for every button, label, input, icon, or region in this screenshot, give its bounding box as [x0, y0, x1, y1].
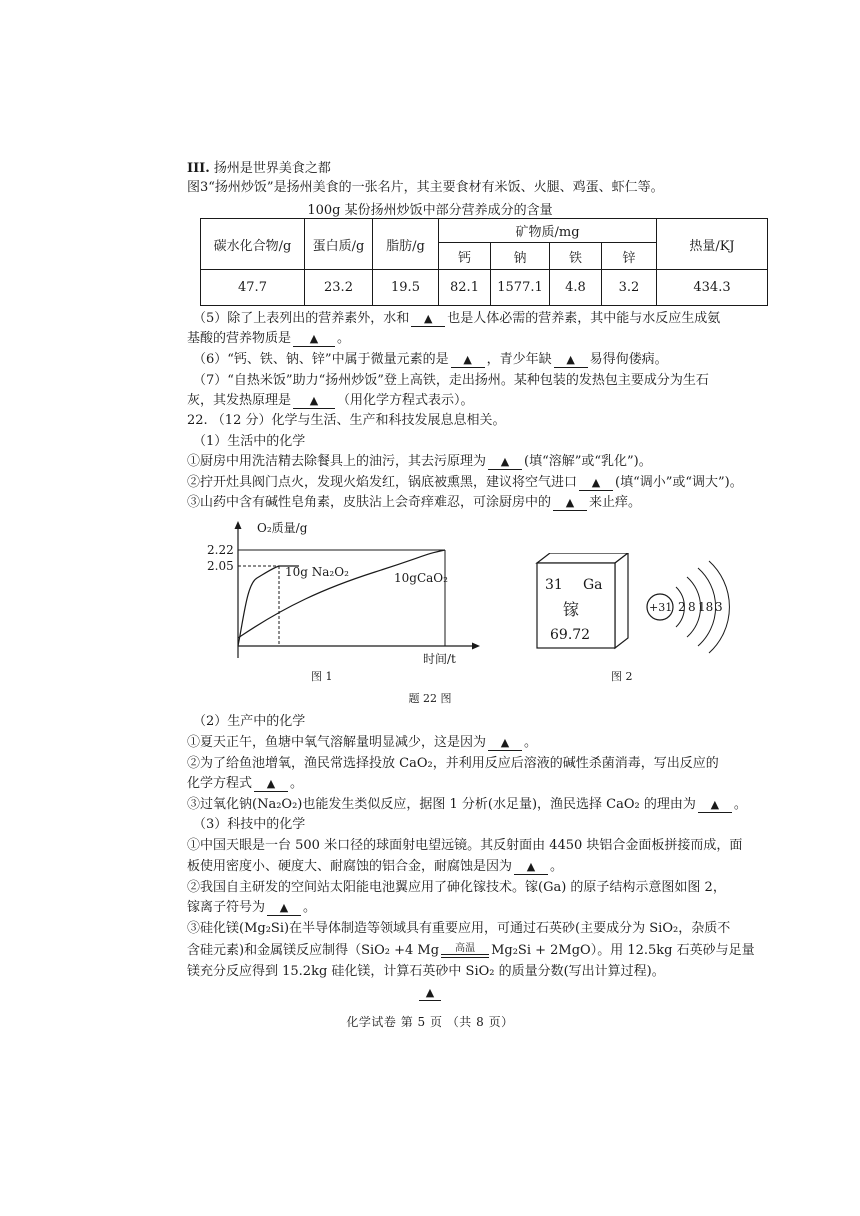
q22-p1-1-hint: (填“溶解”或“乳化”)。: [524, 454, 652, 469]
figure-1-caption: 图 1: [311, 670, 333, 683]
q7-line2: [187, 392, 474, 410]
answer-blank: ▲: [451, 352, 485, 368]
q7-line1: （7）“自热米饭”助力“扬州炒饭”登上高铁，走出扬州。某种包装的发热包主要成分为生石: [193, 373, 709, 388]
header-zn: 锌: [602, 243, 657, 270]
element-symbol: Ga: [583, 577, 603, 593]
shell-count-4: 3: [715, 600, 723, 614]
q22-p2-2: ②为了给鱼池增氧，渔民常选择投放 CaO₂，并利用反应后溶液的碱性杀菌消毒，写出反应的: [187, 756, 719, 771]
cube-top: [537, 553, 628, 563]
answer-blank: ▲: [579, 475, 613, 491]
q22-p3-1-tail: 。: [550, 859, 564, 874]
element-name: 镓: [563, 600, 580, 619]
section-intro: 图3“扬州炒饭”是扬州美食的一张名片，其主要食材有米饭、火腿、鸡蛋、虾仁等。: [187, 180, 664, 195]
ytick-2.05: 2.05: [207, 559, 234, 573]
q22-p3-2: ②我国自主研发的空间站太阳能电池翼应用了砷化镓技术。镓(Ga) 的原子结构示意图如图 2，: [187, 880, 726, 895]
q22-part2-title: （2）生产中的化学: [193, 714, 306, 729]
q5-text-c: 基酸的营养物质是: [187, 331, 292, 346]
q5-text-b: 也是人体必需的营养素，其中能与水反应生成氨: [447, 311, 721, 326]
q7-text-a: 灰，其发热原理是: [187, 393, 292, 408]
value-zn: 3.2: [602, 270, 657, 306]
series-cao2: [238, 550, 445, 638]
atomic-number: 31: [545, 577, 563, 593]
q22-p1-1: [187, 453, 652, 471]
answer-blank: ▲: [488, 735, 522, 751]
header-ca: 钙: [439, 243, 491, 270]
ytick-2.22: 2.22: [207, 543, 234, 557]
q22-p3-2b: [187, 899, 316, 917]
q22-p3-2-text: 镓离子符号为: [187, 900, 266, 915]
q22-p3-3: ③硅化镁(Mg₂Si)在半导体制造等领域具有重要应用，可通过石英砂(主要成分为 SiO₂，杂质不: [187, 921, 731, 936]
label-na2o2: 10g Na₂O₂: [285, 565, 349, 579]
equation-reactants: 含硅元素)和金属镁反应制得（SiO₂ +4 Mg: [187, 943, 440, 958]
reaction-condition: [441, 943, 489, 958]
value-carb: 47.7: [201, 270, 305, 306]
shell-count-2: 8: [688, 600, 696, 614]
q5-line2: [187, 330, 350, 348]
answer-blank: ▲: [553, 495, 587, 511]
q22-p1-2: [187, 474, 743, 492]
equation-products: Mg₂Si + 2MgO）。用 12.5kg 石英砂与足量: [491, 943, 755, 958]
q22-p1-3-tail: 来止痒。: [589, 495, 642, 510]
label-cao2: 10gCaO₂: [394, 571, 448, 585]
table-caption: 100g 某份扬州炒饭中部分营养成分的含量: [307, 203, 553, 218]
header-fat: 脂肪/g: [373, 219, 439, 270]
y-axis-arrow: [235, 521, 242, 529]
answer-blank: ▲: [554, 352, 588, 368]
shell-count-3: 18: [698, 600, 714, 614]
q22-p2-1-tail: 。: [524, 735, 538, 750]
q22-p1-2-text: ②拧开灶具阀门点火，发现火焰发红，锅底被熏黑，建议将空气进口: [187, 475, 578, 490]
answer-blank: ▲: [514, 859, 548, 875]
q22-part3-title: （3）科技中的化学: [193, 817, 306, 832]
answer-blank: ▲: [293, 331, 335, 347]
q22-p3-1-text: 板使用密度小、硬度大、耐腐蚀的铝合金，耐腐蚀是因为: [187, 859, 513, 874]
nutrition-table: [200, 218, 768, 306]
page-footer: 化学试卷 第 5 页 （共 8 页）: [346, 1015, 514, 1029]
value-fat: 19.5: [373, 270, 439, 306]
q22-p1-2-hint: (填“调小”或“调大”)。: [615, 475, 743, 490]
q22-p3-2-tail: 。: [303, 900, 317, 915]
atomic-mass: 69.72: [550, 627, 591, 643]
q22-part1-title: （1）生活中的化学: [193, 434, 306, 449]
answer-blank: ▲: [419, 985, 441, 1001]
answer-blank: ▲: [267, 900, 301, 916]
q5-text-d: 。: [337, 331, 351, 346]
section-heading: [187, 160, 331, 178]
figure-1-chart: [195, 518, 485, 668]
section-number: III.: [187, 161, 210, 176]
q7-text-b: （用化学方程式表示）。: [337, 393, 474, 408]
q22-p3-3c: 镁充分反应得到 15.2kg 硅化镁，计算石英砂中 SiO₂ 的质量分数(写出计算过程)。: [187, 964, 665, 979]
q5-line1: [193, 310, 720, 328]
value-fe: 4.8: [550, 270, 602, 306]
q6-text-a: （6）“钙、铁、钠、锌”中属于微量元素的是: [193, 352, 449, 367]
q6-text-c: 易得佝偻病。: [589, 352, 668, 367]
q22-p1-3-text: ③山药中含有碱性皂角素，皮肤沾上会奇痒难忍，可涂厨房中的: [187, 495, 552, 510]
final-answer-mark: [0, 985, 860, 1001]
shell-count-1: 2: [678, 600, 686, 614]
answer-blank: ▲: [254, 776, 288, 792]
q22-p2-1-text: ①夏天正午，鱼塘中氧气溶解量明显减少，这是因为: [187, 735, 487, 750]
section-title: 扬州是世界美食之都: [213, 161, 331, 176]
q22-p3-3b: [187, 942, 755, 960]
header-na: 钠: [491, 243, 550, 270]
value-ca: 82.1: [439, 270, 491, 306]
q22-title: 22. （12 分）化学与生活、生产和科技发展息息相关。: [187, 413, 506, 428]
q22-p3-1: ①中国天眼是一台 500 米口径的球面射电望远镜。其反射面由 4450 块铝合金面板拼接而成，面: [187, 838, 743, 853]
answer-blank: ▲: [488, 454, 522, 470]
header-mineral: 矿物质/mg: [439, 219, 657, 243]
condition-high-temp: 高温: [455, 943, 476, 954]
q22-p2-1: [187, 734, 537, 752]
q22-p2-3-text: ③过氧化钠(Na₂O₂)也能发生类似反应，据图 1 分析(水足量)，渔民选择 CaO₂ 的理由为: [187, 797, 696, 812]
figure-2-element: [525, 553, 740, 658]
q22-p1-1-text: ①厨房中用洗洁精去除餐具上的油污，其去污原理为: [187, 454, 487, 469]
q22-p1-3: [187, 494, 641, 512]
cube-side: [615, 553, 628, 648]
header-fe: 铁: [550, 243, 602, 270]
x-axis-label: 时间/t: [423, 652, 456, 666]
q5-text-a: （5）除了上表列出的营养素外，水和: [193, 311, 410, 326]
header-heat: 热量/KJ: [657, 219, 768, 270]
value-heat: 434.3: [657, 270, 768, 306]
header-protein: 蛋白质/g: [305, 219, 373, 270]
answer-blank: ▲: [698, 797, 732, 813]
answer-blank: ▲: [293, 393, 335, 409]
answer-blank: ▲: [411, 311, 445, 327]
value-na: 1577.1: [491, 270, 550, 306]
nucleus-charge: +31: [649, 601, 673, 614]
q22-p2-3: [187, 796, 747, 814]
q6-text-b: ，青少年缺: [486, 352, 552, 367]
figure-2-caption: 图 2: [611, 670, 633, 683]
header-carb: 碳水化合物/g: [201, 219, 305, 270]
q22-p2-2-tail: 。: [290, 776, 304, 791]
figures-caption: 题 22 图: [408, 692, 452, 705]
y-axis-label: O₂质量/g: [257, 521, 308, 535]
q22-p2-3-tail: 。: [733, 797, 747, 812]
q22-p2-2-text: 化学方程式: [187, 776, 253, 791]
q6-line: [193, 351, 668, 369]
q22-p3-1b: [187, 858, 563, 876]
x-axis-arrow: [472, 643, 480, 650]
value-protein: 23.2: [305, 270, 373, 306]
q22-p2-2b: [187, 775, 303, 793]
